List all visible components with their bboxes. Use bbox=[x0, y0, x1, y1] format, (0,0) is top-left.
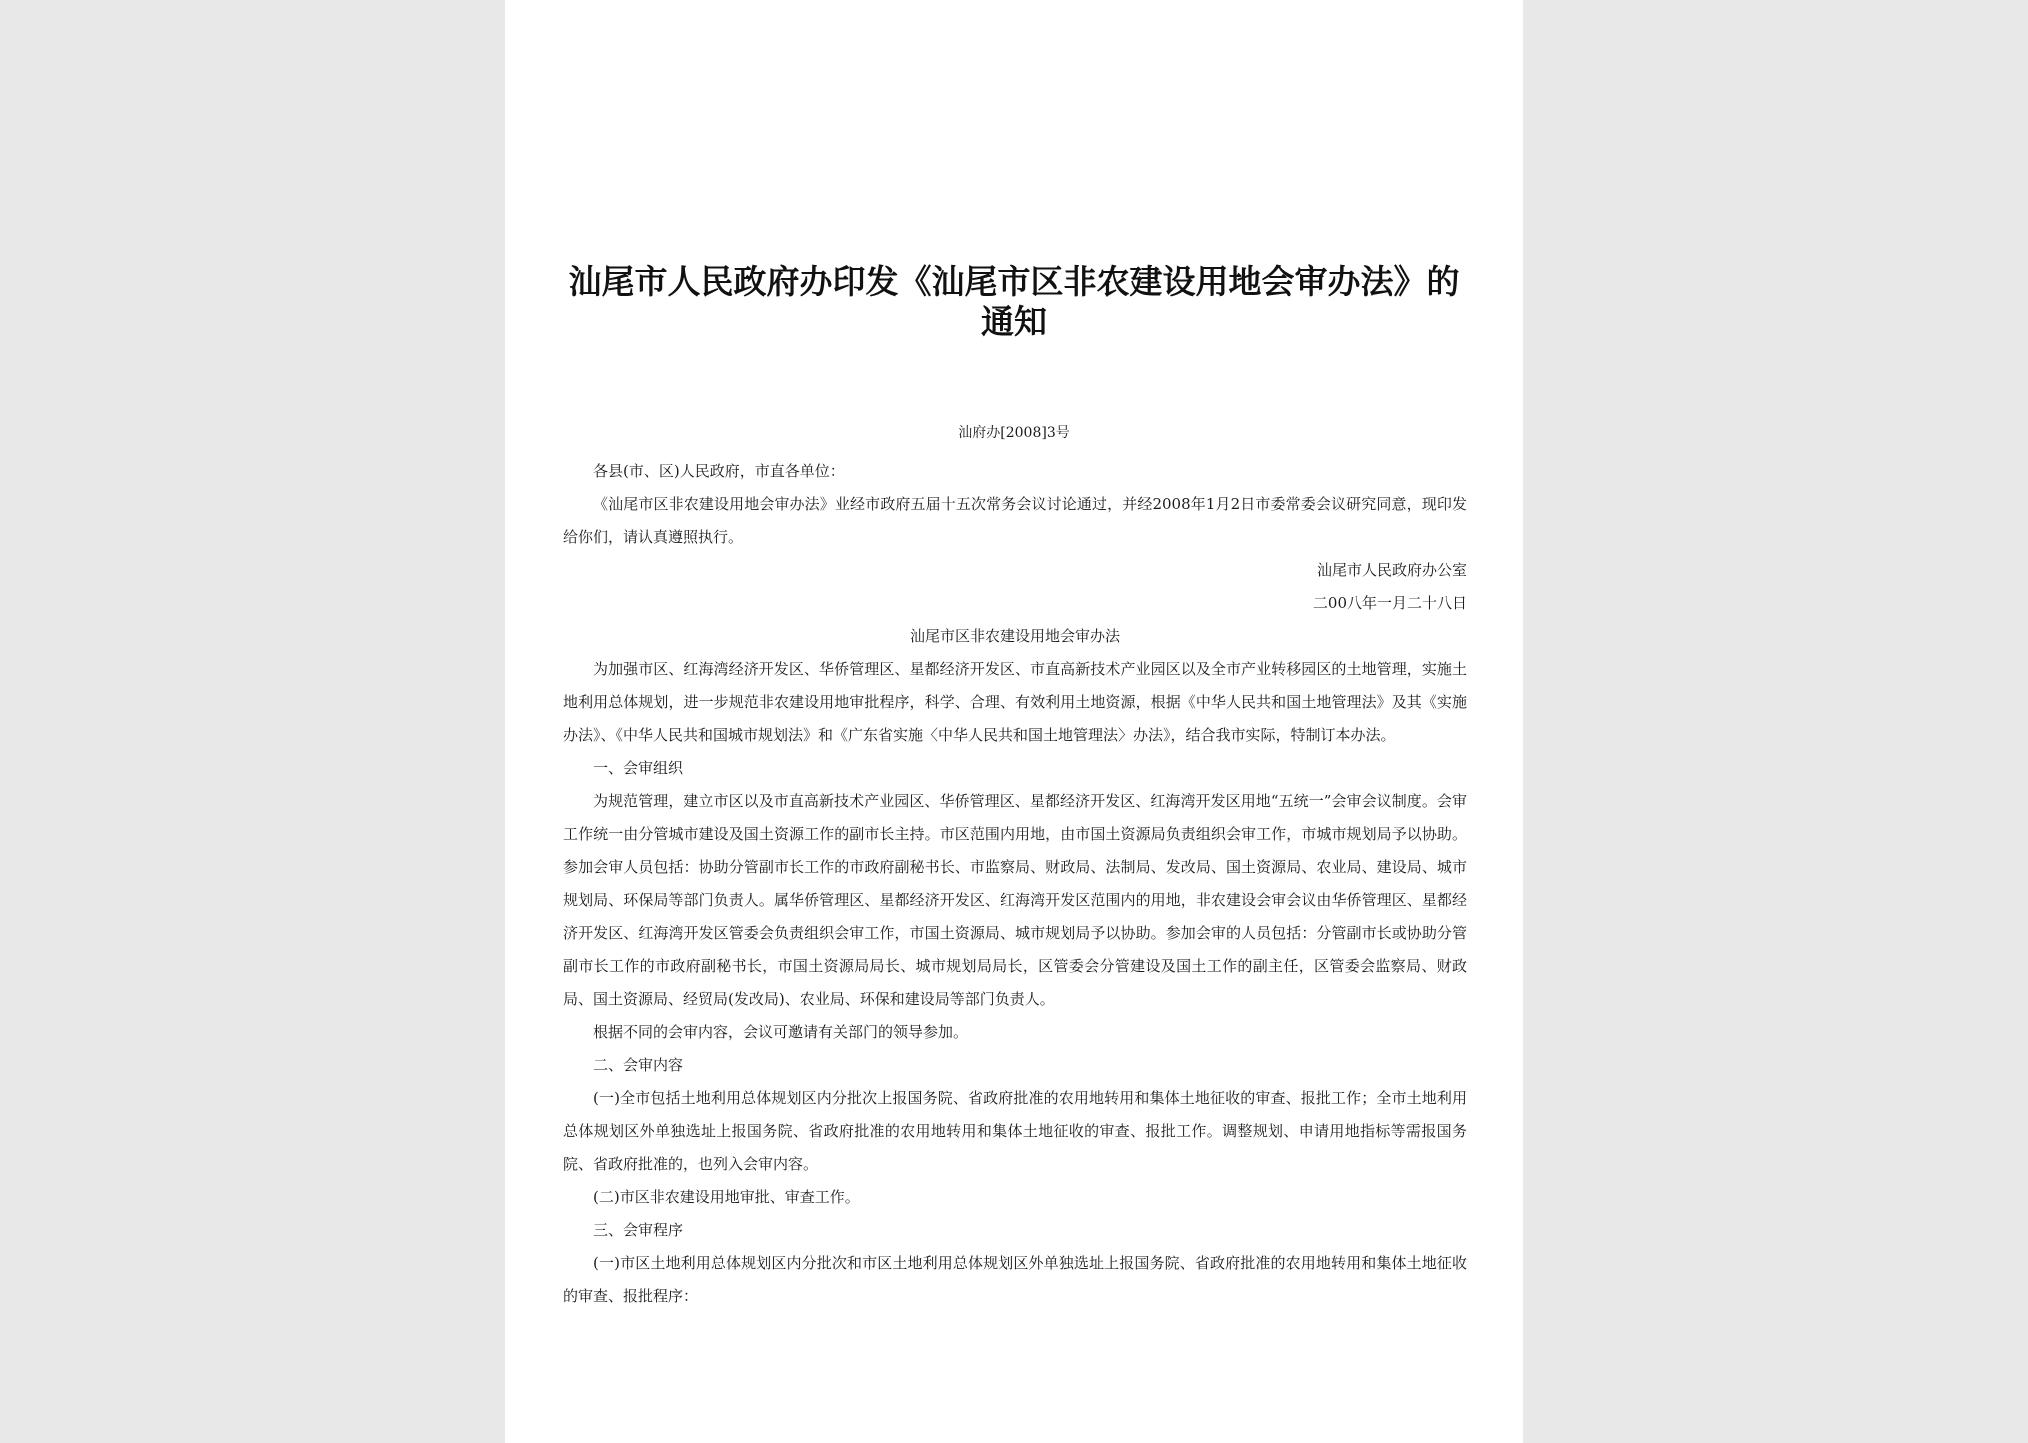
section-heading-1: 一、会审组织 bbox=[593, 759, 684, 777]
issuer: 汕尾市人民政府办公室 bbox=[1316, 561, 1467, 579]
document-body bbox=[563, 455, 1467, 1313]
issue-date: 二00八年一月二十八日 bbox=[1312, 594, 1467, 612]
paragraph-organization: 为规范管理，建立市区以及市直高新技术产业园区、华侨管理区、星都经济开发区、红海湾开发区用地“五统一”会审会议制度。会审工作统一由分管城市建设及国土资源工作的副市长主持。市区范围内用地，由市国土资源局负责组织会审工作，市城市规划局予以协助。参加会审人员包括：协助分管副市长工作的市政府副秘书长、市监察局、财政局、法制局、发改局、国土资源局、农业局、建设局、城市规划局、环保局等部门负责人。属华侨管理区、星都经济开发区、红海湾开发区范围内的用地，非农建设会审会议由华侨管理区、星都经济开发区、红海湾开发区管委会负责组织会审工作，市国土资源局、城市规划局予以协助。参加会审的人员包括：分管副市长或协助分管副市长工作的市政府副秘书长，市国土资源局局长、城市规划局局长，区管委会分管建设及国土工作的副主任，区管委会监察局、财政局、国土资源局、经贸局(发改局)、农业局、环保和建设局等部门负责人。 bbox=[563, 792, 1467, 1008]
paragraph-invite: 根据不同的会审内容，会议可邀请有关部门的领导参加。 bbox=[593, 1023, 969, 1041]
document-number: 汕府办[2008]3号 bbox=[958, 425, 1070, 441]
addressee: 各县(市、区)人民政府，市直各单位： bbox=[593, 462, 845, 480]
intro-paragraph: 《汕尾市区非农建设用地会审办法》业经市政府五届十五次常务会议讨论通过，并经2008年1月2日市委常委会议研究同意，现印发给你们，请认真遵照执行。 bbox=[563, 495, 1467, 546]
paragraph-content-2: (二)市区非农建设用地审批、审查工作。 bbox=[593, 1188, 860, 1206]
paragraph-purpose: 为加强市区、红海湾经济开发区、华侨管理区、星都经济开发区、市直高新技术产业园区以及全市产业转移园区的土地管理，实施土地利用总体规划，进一步规范非农建设用地审批程序，科学、合理、有效利用土地资源，根据《中华人民共和国土地管理法》及其《实施办法》、《中华人民共和国城市规划法》和《广东省实施〈中华人民共和国土地管理法〉办法》，结合我市实际，特制订本办法。 bbox=[563, 660, 1467, 744]
paragraph-procedure-1: (一)市区土地利用总体规划区内分批次和市区土地利用总体规划区外单独选址上报国务院、省政府批准的农用地转用和集体土地征收的审查、报批程序： bbox=[563, 1254, 1467, 1305]
document-title: 汕尾市人民政府办印发《汕尾市区非农建设用地会审办法》的通知 bbox=[568, 262, 1460, 341]
subtitle: 汕尾市区非农建设用地会审办法 bbox=[909, 627, 1120, 645]
document-page bbox=[505, 0, 1523, 1443]
paragraph-content-1: (一)全市包括土地利用总体规划区内分批次上报国务院、省政府批准的农用地转用和集体土地征收的审查、报批工作；全市土地利用总体规划区外单独选址上报国务院、省政府批准的农用地转用和集体土地征收的审查、报批工作。调整规划、申请用地指标等需报国务院、省政府批准的，也列入会审内容。 bbox=[563, 1089, 1467, 1173]
section-heading-2: 二、会审内容 bbox=[593, 1056, 684, 1074]
section-heading-3: 三、会审程序 bbox=[593, 1221, 684, 1239]
